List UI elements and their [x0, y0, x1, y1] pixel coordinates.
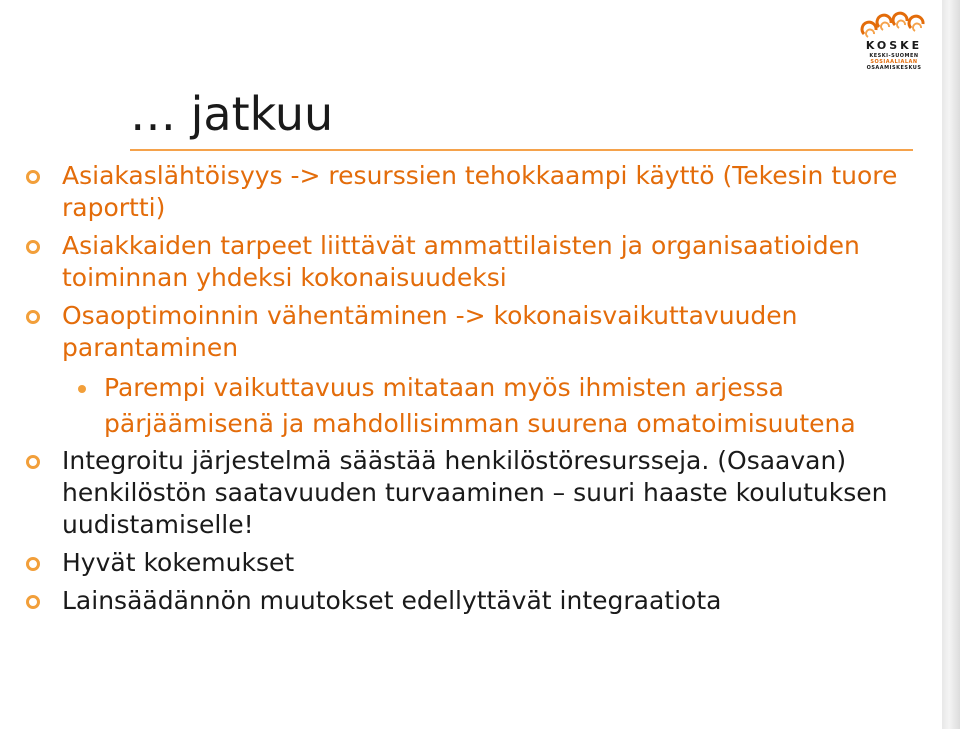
slide-right-border [942, 0, 960, 729]
ring-bullet-icon [26, 310, 40, 324]
logo-line-1: KESKI-SUOMEN [869, 53, 919, 59]
bullet-item [0, 445, 940, 541]
logo-brand: KOSKE [865, 39, 923, 52]
sub-bullet-item [0, 370, 940, 442]
koske-logo [858, 10, 930, 72]
ring-bullet-icon [26, 240, 40, 254]
dot-bullet-icon [78, 385, 86, 393]
bullet-text: Integroitu järjestelmä säästää henkilöstöresursseja. (Osaavan) henkilöstön saatavuuden turvaaminen – suuri haaste koulutuksen uudistamiselle! [62, 446, 888, 539]
ring-bullet-icon [26, 595, 40, 609]
logo-line-2: SOSIAALIALAN [870, 59, 918, 65]
logo-line-3: OSAAMISKESKUS [866, 65, 922, 71]
ring-bullet-icon [26, 557, 40, 571]
bullet-item [0, 547, 940, 579]
slide-title: … jatkuu [130, 87, 334, 141]
ring-bullet-icon [26, 170, 40, 184]
bullet-text: Hyvät kokemukset [62, 548, 295, 577]
sub-bullet-text: Parempi vaikuttavuus mitataan myös ihmisten arjessa pärjäämisenä ja mahdollisimman suurena omatoimisuutena [104, 373, 856, 438]
bullet-item [0, 300, 940, 364]
koske-spiral-icon [858, 10, 930, 40]
bullet-text: Osaoptimoinnin vähentäminen -> kokonaisvaikuttavuuden parantaminen [62, 301, 798, 362]
bullet-item [0, 585, 940, 617]
bullet-item [0, 230, 940, 294]
ring-bullet-icon [26, 455, 40, 469]
bullet-text: Asiakkaiden tarpeet liittävät ammattilaisten ja organisaatioiden toiminnan yhdeksi kokonaisuudeksi [62, 231, 860, 292]
bullet-text: Asiakaslähtöisyys -> resurssien tehokkaampi käyttö (Tekesin tuore raportti) [62, 161, 898, 222]
title-underline [130, 149, 913, 151]
bullet-list [0, 160, 940, 623]
bullet-text: Lainsäädännön muutokset edellyttävät integraatiota [62, 586, 722, 615]
bullet-item [0, 160, 940, 224]
